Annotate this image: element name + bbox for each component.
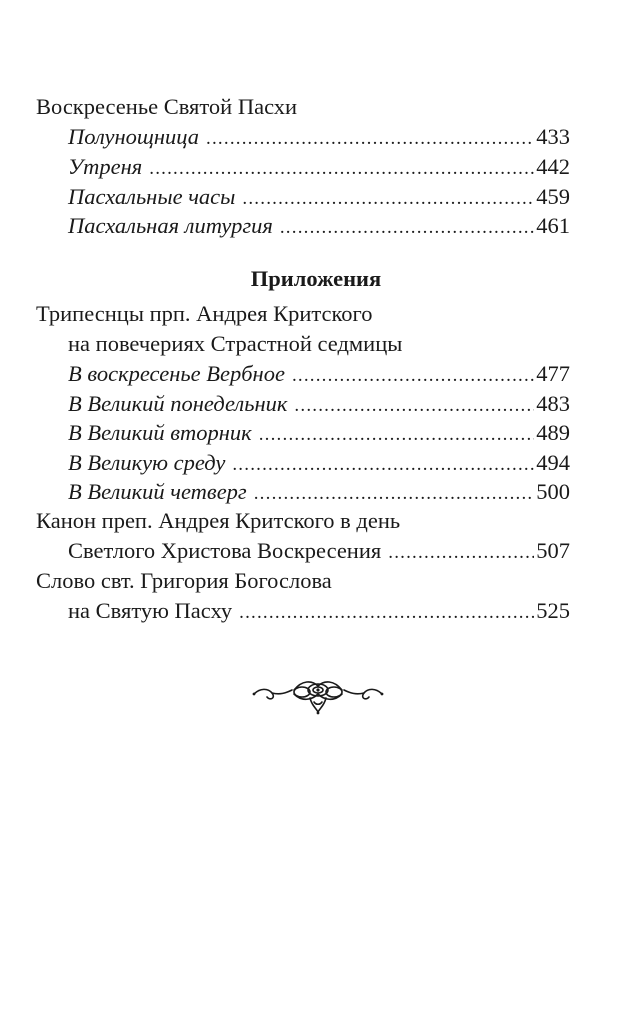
toc-entry-title: В Великий четверг (68, 479, 247, 504)
toc-entry-page: 461 (536, 213, 570, 238)
toc-entry-page: 494 (536, 450, 570, 475)
toc-entry-title: Полунощница (68, 124, 200, 149)
decorative-scroll-ornament-icon (250, 676, 386, 716)
toc-entry[interactable] (0, 389, 632, 419)
dot-leader (294, 391, 534, 421)
toc-entry-page: 459 (536, 184, 570, 209)
toc-entry[interactable] (0, 182, 632, 212)
toc-entry-title: Пасхальные часы (68, 184, 236, 209)
dot-leader (388, 538, 534, 568)
dot-leader (242, 184, 534, 214)
toc-entry-title: Пасхальная литургия (68, 213, 273, 238)
toc-entry-title: Утреня (68, 154, 143, 179)
toc-entry-page: 433 (536, 124, 570, 149)
toc-entry-page: 483 (536, 391, 570, 416)
toc-entry-title: В Великий вторник (68, 420, 252, 445)
toc-entry[interactable] (0, 536, 632, 566)
dot-leader (149, 154, 534, 184)
dot-leader (292, 361, 534, 391)
toc-entry[interactable] (0, 122, 632, 152)
toc-entry-title: В Великий понедельник (68, 391, 288, 416)
toc-entry-page: 507 (536, 538, 570, 563)
toc-entry[interactable] (0, 448, 632, 478)
toc-group-title-line: на повечериях Страстной седмицы (68, 331, 403, 356)
toc-entry[interactable] (0, 596, 632, 626)
toc-entry[interactable] (0, 211, 632, 241)
toc-entry-title: Светлого Христова Воскресения (68, 538, 382, 563)
dot-leader (254, 479, 535, 509)
toc-group-title-line: Трипеснцы прп. Андрея Критского (36, 301, 373, 326)
toc-group-title-line: Слово свт. Григория Богослова (36, 568, 332, 593)
toc-group-title-line: Канон преп. Андрея Критского в день (36, 508, 401, 533)
toc-entry[interactable] (0, 359, 632, 389)
toc-entry-title: на Святую Пасху (68, 598, 233, 623)
toc-entry-page: 525 (536, 598, 570, 623)
toc-entry-page: 477 (536, 361, 570, 386)
toc-entry[interactable] (0, 152, 632, 182)
toc-entry-title: В Великую среду (68, 450, 226, 475)
toc-entry-page: 489 (536, 420, 570, 445)
dot-leader (239, 598, 534, 628)
dot-leader (206, 124, 534, 154)
toc-entry[interactable] (0, 477, 632, 507)
dot-leader (232, 450, 534, 480)
toc-entry-title: В воскресенье Вербное (68, 361, 285, 386)
appendix-heading: Приложения (250, 266, 382, 291)
toc-section-title: Воскресенье Святой Пасхи (36, 94, 298, 119)
toc-entry-page: 442 (536, 154, 570, 179)
dot-leader (280, 213, 534, 243)
toc-entry[interactable] (0, 418, 632, 448)
dot-leader (259, 420, 535, 450)
toc-entry-page: 500 (536, 479, 570, 504)
